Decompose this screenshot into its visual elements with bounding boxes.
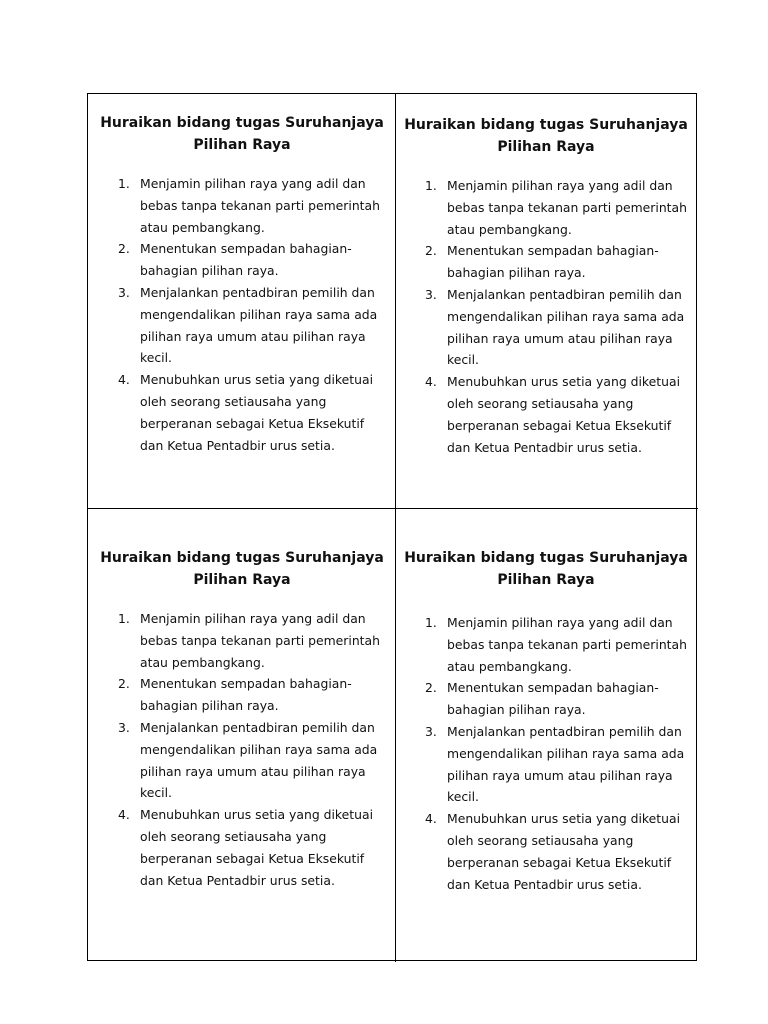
answer-list [416, 175, 694, 458]
item-text: Menentukan sempadan bahagian-bahagian pilihan raya. [140, 676, 352, 714]
item-text: Menubuhkan urus setia yang diketuai oleh seorang setiausaha yang berperanan sebagai Ketua Eksekutif dan Ketua Pentadbir urus setia. [447, 811, 681, 892]
list-item [416, 284, 694, 371]
item-number: 4. [425, 811, 437, 827]
item-number: 2. [118, 241, 130, 257]
answer-list [109, 173, 385, 456]
card-title: Huraikan bidang tugas Suruhanjaya Pilihan Raya [404, 117, 688, 155]
item-text: Menjamin pilihan raya yang adil dan bebas tanpa tekanan parti pemerintah atau pembangkang. [140, 176, 380, 235]
list-item [416, 175, 694, 240]
question-card-top-right [396, 94, 698, 509]
item-number: 3. [118, 284, 130, 300]
list-item [109, 608, 385, 673]
item-number: 4. [118, 807, 130, 823]
list-item [109, 804, 385, 891]
item-number: 3. [425, 723, 437, 739]
answer-list [416, 612, 692, 895]
card-grid [87, 93, 697, 961]
item-number: 4. [425, 374, 437, 390]
item-number: 2. [425, 243, 437, 259]
item-number: 1. [425, 615, 437, 630]
list-item [416, 612, 692, 677]
list-item [109, 673, 385, 717]
item-text: Menentukan sempadan bahagian-bahagian pilihan raya. [140, 241, 352, 279]
item-text: Menjalankan pentadbiran pemilih dan mengendalikan pilihan raya sama ada pilihan raya umum atau pilihan raya kecil. [140, 719, 378, 801]
card-title: Huraikan bidang tugas Suruhanjaya Pilihan Raya [100, 550, 384, 588]
item-text: Menentukan sempadan bahagian-bahagian pilihan raya. [447, 243, 659, 281]
list-item [416, 721, 692, 808]
item-number: 2. [118, 676, 130, 692]
item-text: Menjamin pilihan raya yang adil dan bebas tanpa tekanan parti pemerintah atau pembangkang. [140, 611, 380, 670]
item-text: Menubuhkan urus setia yang diketuai oleh seorang setiausaha yang berperanan sebagai Ketua Eksekutif dan Ketua Pentadbir urus setia. [140, 807, 374, 888]
item-number: 2. [425, 680, 437, 696]
item-text: Menubuhkan urus setia yang diketuai oleh seorang setiausaha yang berperanan sebagai Ketua Eksekutif dan Ketua Pentadbir urus setia. [447, 374, 681, 455]
item-text: Menubuhkan urus setia yang diketuai oleh seorang setiausaha yang berperanan sebagai Ketua Eksekutif dan Ketua Pentadbir urus setia. [140, 372, 374, 453]
list-item [109, 282, 385, 369]
item-text: Menjamin pilihan raya yang adil dan bebas tanpa tekanan parti pemerintah atau pembangkang. [447, 615, 687, 674]
item-text: Menjalankan pentadbiran pemilih dan mengendalikan pilihan raya sama ada pilihan raya umum atau pilihan raya kecil. [447, 286, 685, 368]
item-text: Menjamin pilihan raya yang adil dan bebas tanpa tekanan parti pemerintah atau pembangkang. [447, 178, 687, 237]
list-item [416, 677, 692, 721]
item-number: 3. [118, 719, 130, 735]
item-number: 1. [118, 611, 130, 626]
list-item [109, 238, 385, 282]
list-item [416, 240, 694, 284]
item-text: Menjalankan pentadbiran pemilih dan mengendalikan pilihan raya sama ada pilihan raya umum atau pilihan raya kecil. [447, 723, 685, 805]
question-card-top-left [88, 94, 396, 509]
card-title: Huraikan bidang tugas Suruhanjaya Pilihan Raya [100, 115, 384, 153]
list-item [109, 369, 385, 456]
list-item [416, 808, 692, 895]
item-text: Menentukan sempadan bahagian-bahagian pilihan raya. [447, 680, 659, 718]
list-item [416, 371, 694, 458]
question-card-bottom-left [88, 509, 396, 962]
card-title: Huraikan bidang tugas Suruhanjaya Pilihan Raya [404, 550, 688, 588]
item-number: 1. [118, 176, 130, 191]
item-number: 3. [425, 286, 437, 302]
answer-list [109, 608, 385, 891]
item-number: 1. [425, 178, 437, 193]
list-item [109, 717, 385, 804]
item-text: Menjalankan pentadbiran pemilih dan mengendalikan pilihan raya sama ada pilihan raya umum atau pilihan raya kecil. [140, 284, 378, 366]
list-item [109, 173, 385, 238]
question-card-bottom-right [396, 509, 698, 962]
item-number: 4. [118, 372, 130, 388]
